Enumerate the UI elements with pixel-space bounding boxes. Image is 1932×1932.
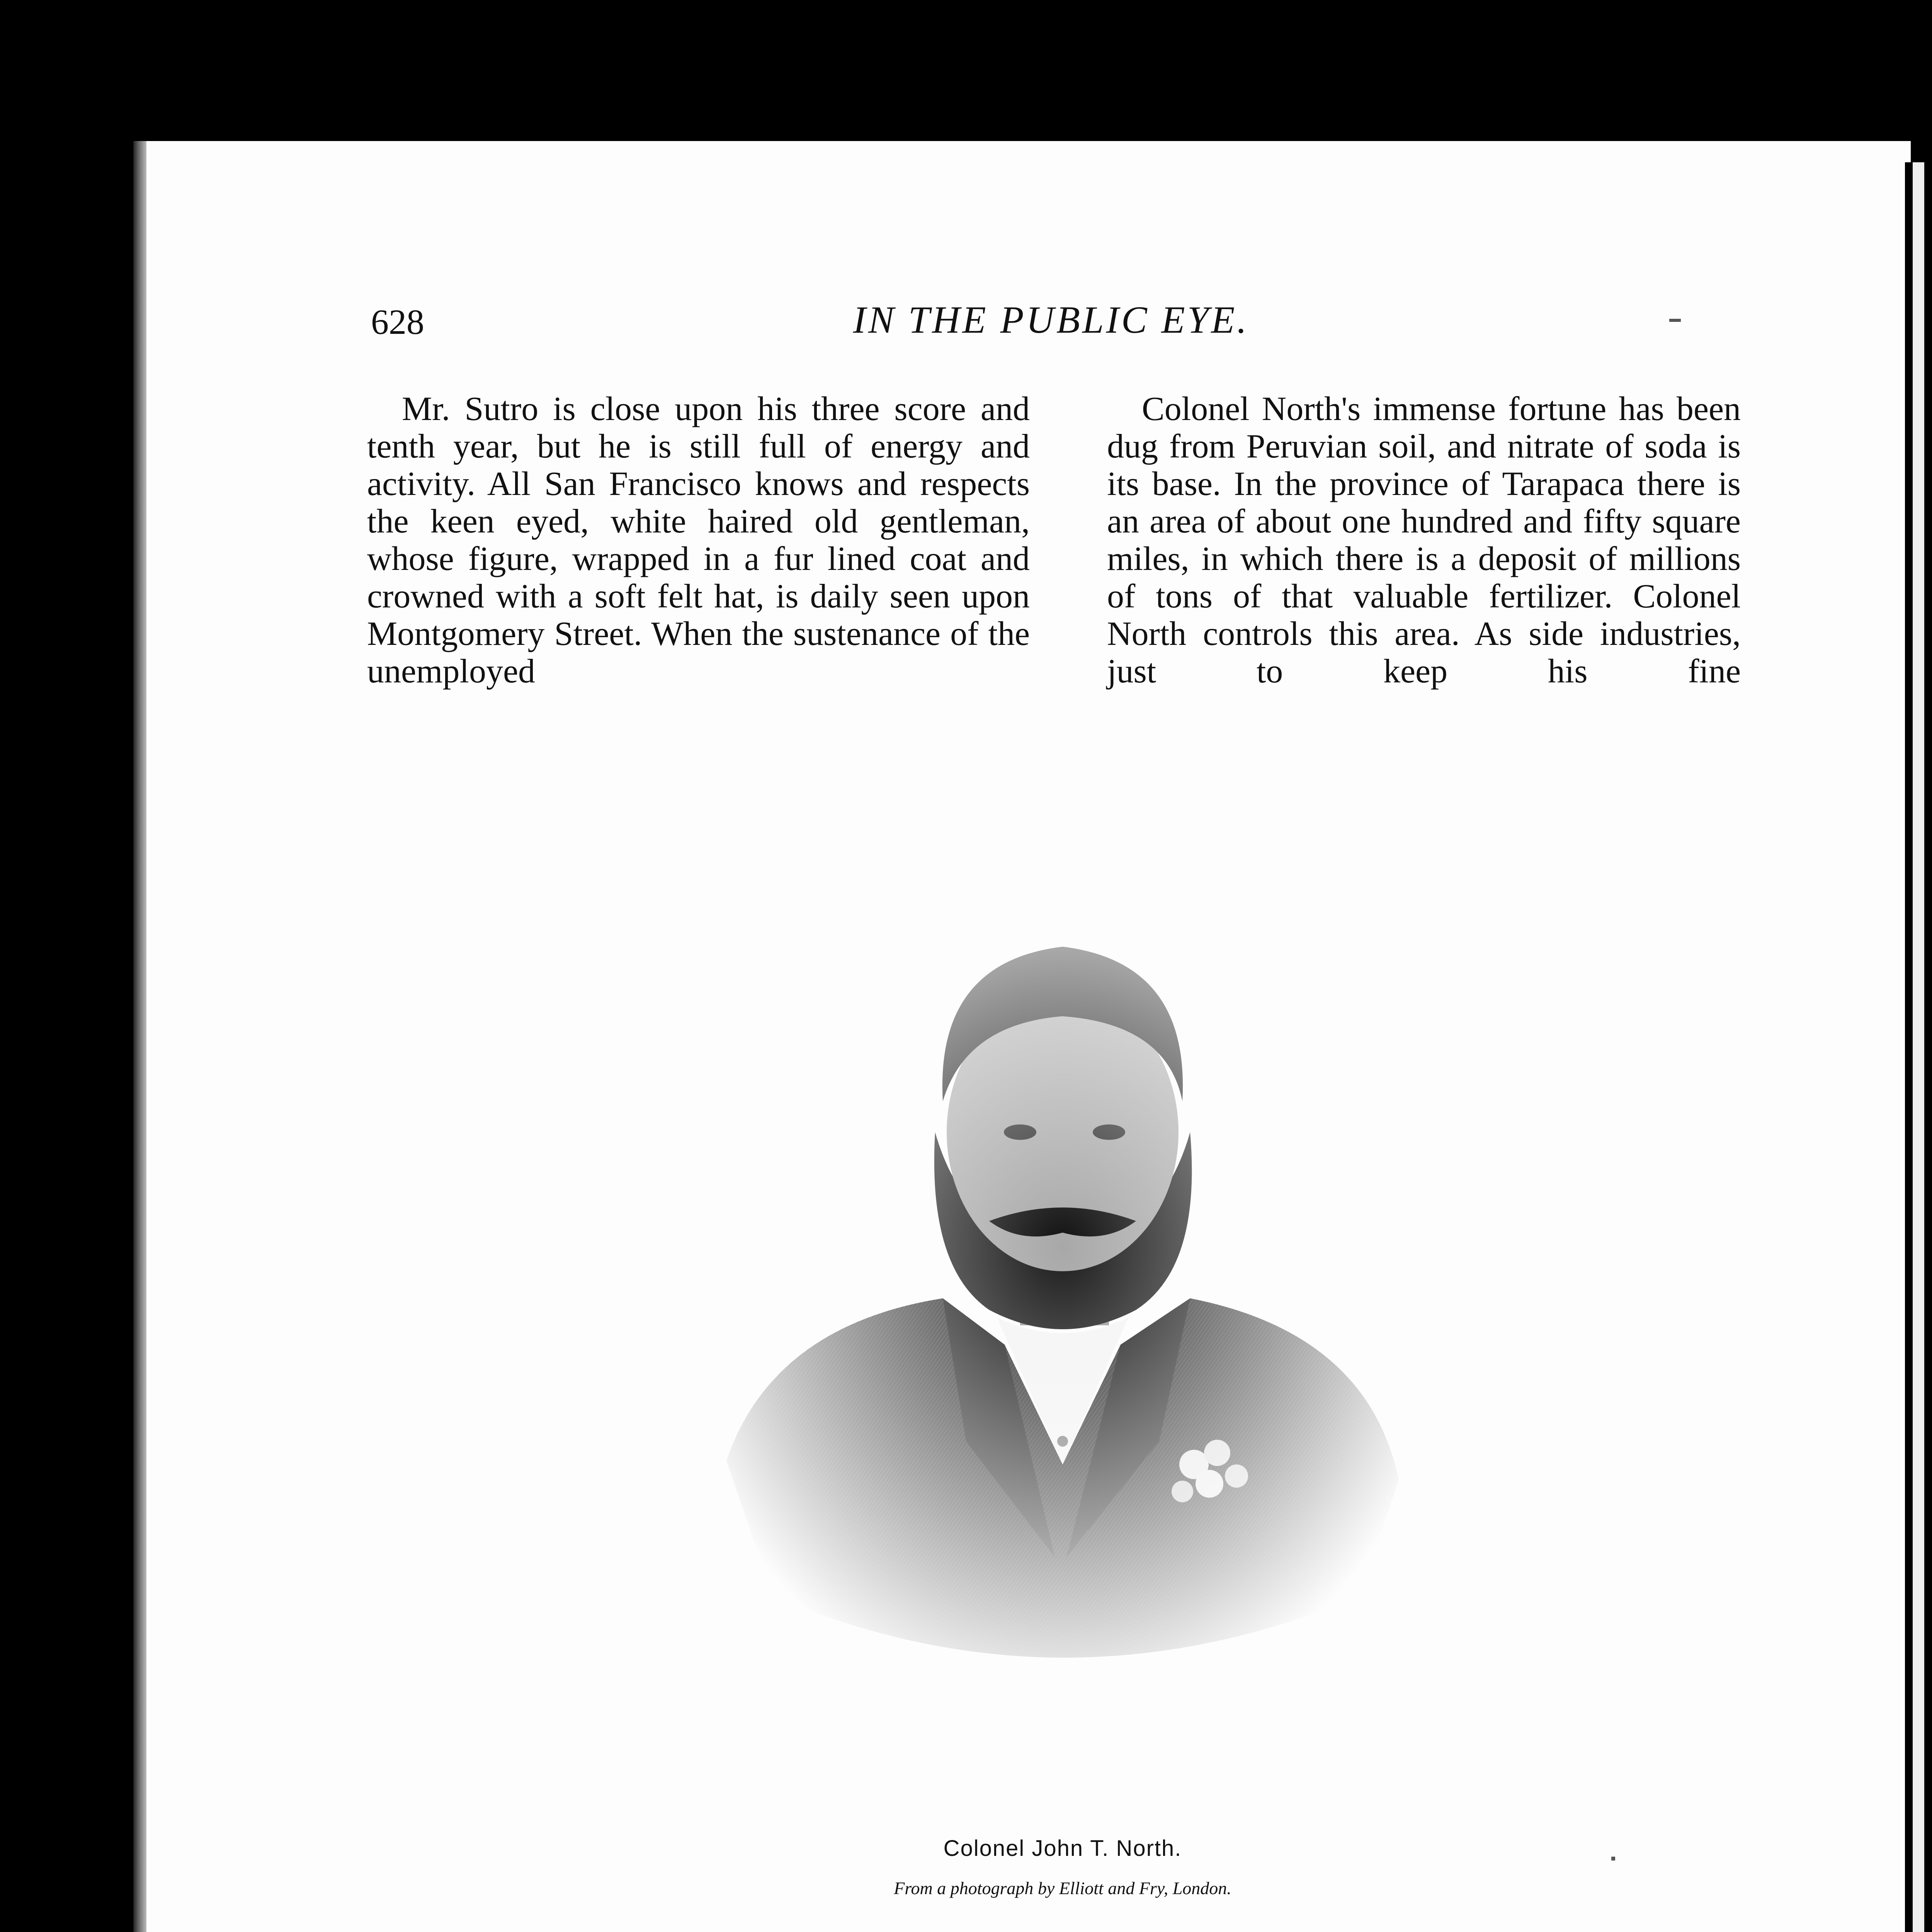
page-number: 628 [371,302,424,342]
column-top-left [367,390,1030,690]
paragraph-north-fortune: Colonel North's immense fortune has been dug from Peruvian soil, and nitrate of soda is its base. In the province of Tarapaca there is an area of about one hundred and fifty square miles, in which there is a deposit of millions of tons of that valuable fertilizer. Colonel North controls this area. As side industries, just to keep his fine [1107,390,1741,690]
portrait-engraving [696,862,1430,1719]
paragraph-sutro-intro: Mr. Sutro is close upon his three score and tenth year, but he is still full of energy and activity. All San Francisco knows and respects the keen eyed, white haired old gentleman, whose figure, wrapped in a fur lined coat and crowned with a soft felt hat, is daily seen upon Montgomery Street. When the sustenance of the unemployed [367,390,1030,690]
running-title: IN THE PUBLIC EYE. [853,298,1249,341]
print-speck [1611,1857,1615,1861]
book-binding [1905,162,1932,1932]
photo-credit: From a photograph by Elliott and Fry, London. [894,1878,1231,1898]
page-header [371,298,1731,352]
next-page-edge [1913,162,1924,1932]
portrait-illustration [696,862,1430,1719]
print-speck [1669,319,1681,322]
portrait-caption: Colonel John T. North. [943,1836,1182,1861]
page-edge-shadow [133,141,146,1932]
column-top-right [1107,390,1741,690]
